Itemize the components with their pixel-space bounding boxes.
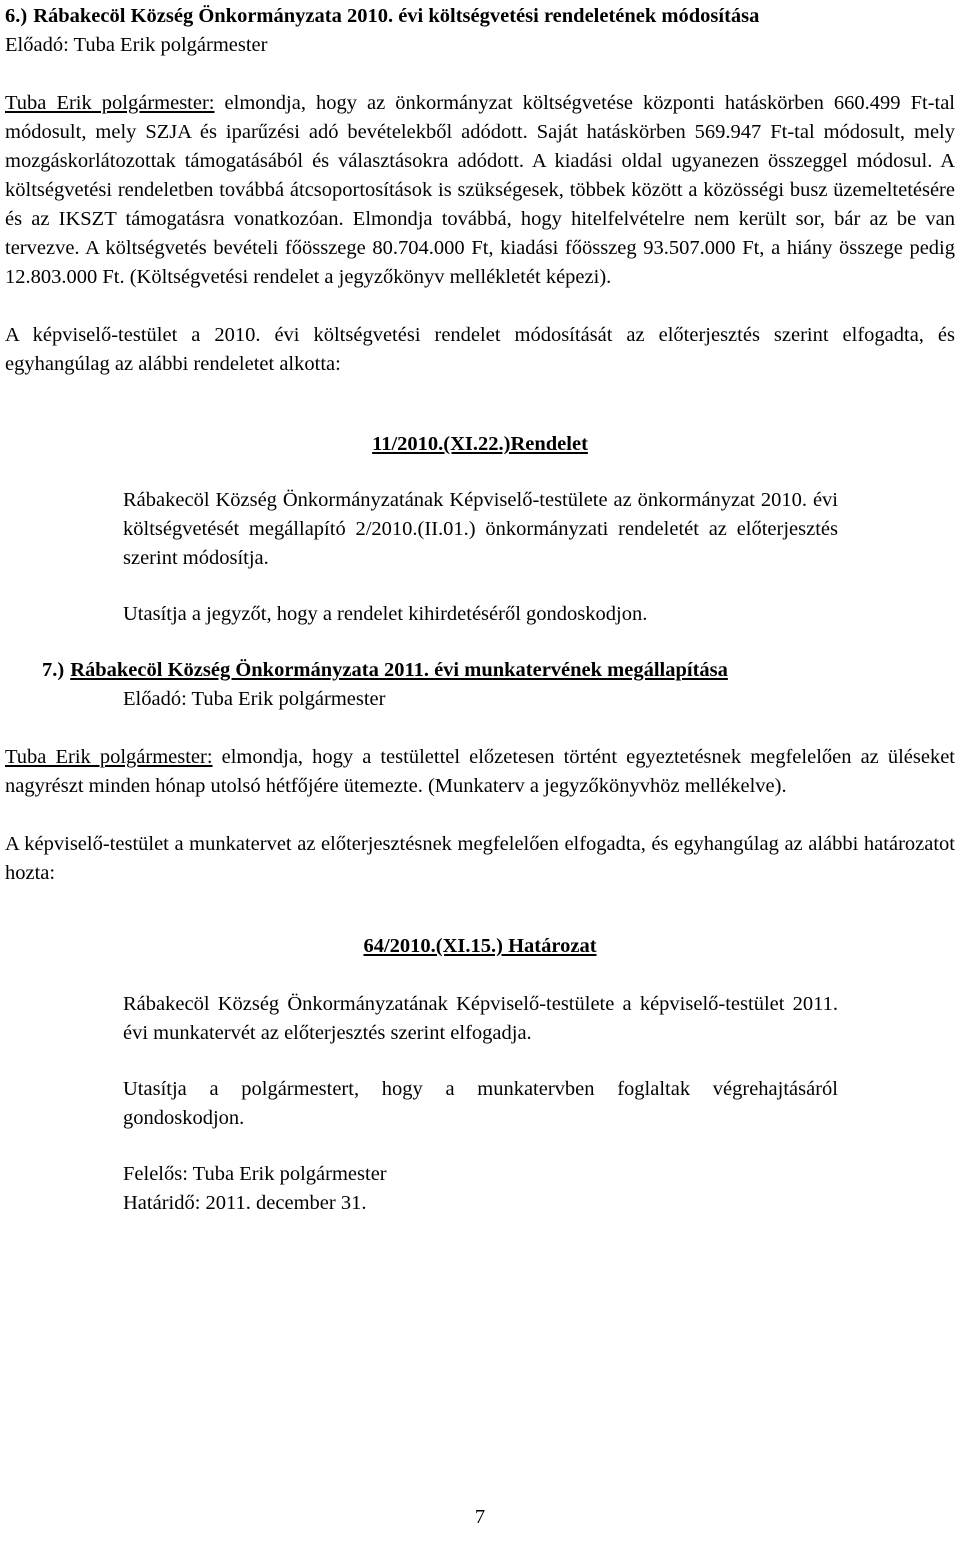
section-7-heading <box>42 656 955 685</box>
section-6-title: Rábakecöl Község Önkormányzata 2010. évi költségvetési rendeletének módosítása <box>33 5 760 27</box>
section-6-body-text: elmondja, hogy az önkormányzat költségvetése központi hatáskörben 660.499 Ft-tal módosult, mely SZJA és iparűzési adó bevételekből adódott. Saját hatáskörben 569.947 Ft-tal módosult, mely mozgáskorlátozottak támogatásából és választásokra adódott. A kiadási oldal ugyanezen összeggel módosul. A költségvetési rendeletben továbbá átcsoportosítások is szükségesek, többek között a közösségi busz üzemeltetésére és az IKSZT támogatásra vonatkozóan. Elmondja továbbá, hogy hitelfelvételre nem került sor, bár az be van tervezve. A költségvetés bevételi főösszege 80.704.000 Ft, kiadási főösszeg 93.507.000 Ft, a hiány összege pedig 12.803.000 Ft. (Költségvetési rendelet a jegyzőkönyv mellékletét képezi). <box>5 92 956 288</box>
section-6-heading <box>5 2 955 31</box>
section-7-speaker: Tuba Erik polgármester: <box>5 746 213 768</box>
document-page <box>5 2 955 1218</box>
section-6-body <box>5 89 955 292</box>
decree-text: Rábakecöl Község Önkormányzatának Képviselő-testülete az önkormányzat 2010. évi költségvetését megállapító 2/2010.(II.01.) önkormányzati rendeletét az előterjesztés szerint módosítja. <box>123 489 838 569</box>
section-6-number: 6.) <box>5 5 28 27</box>
resolution-title: 64/2010.(XI.15.) Határozat <box>363 935 597 957</box>
section-7-number: 7.) <box>42 659 65 681</box>
resolution-text: Rábakecöl Község Önkormányzatának Képviselő-testülete a képviselő-testület 2011. évi munkatervét az előterjesztés szerint elfogadja. <box>123 993 838 1044</box>
decree-instruction: Utasítja a jegyzőt, hogy a rendelet kihirdetéséről gondoskodjon. <box>123 603 648 625</box>
section-6-speaker: Tuba Erik polgármester: <box>5 92 215 114</box>
section-7-body <box>5 743 955 801</box>
resolution-instruction: Utasítja a polgármestert, hogy a munkatervben foglaltak végrehajtásáról gondoskodjon. <box>123 1078 838 1129</box>
section-7-presenter: Előadó: Tuba Erik polgármester <box>123 688 386 710</box>
section-7-title: Rábakecöl Község Önkormányzata 2011. évi munkatervének megállapítása <box>70 659 728 681</box>
page-number: 7 <box>474 1506 486 1528</box>
section-7-body-text: elmondja, hogy a testülettel előzetesen történt egyeztetésnek megfelelően az üléseket nagyrészt minden hónap utolsó hétfőjére ütemezte. (Munkaterv a jegyzőkönyvhöz mellékelve). <box>5 746 956 797</box>
section-7-decision-intro: A képviselő-testület a munkatervet az előterjesztésnek megfelelően elfogadta, és egyhangúlag az alábbi határozatot hozta: <box>5 833 955 884</box>
resolution-deadline: Határidő: 2011. december 31. <box>123 1192 367 1214</box>
decree-title: 11/2010.(XI.22.)Rendelet <box>372 433 588 455</box>
section-6-decision-intro: A képviselő-testület a 2010. évi költségvetési rendelet módosítását az előterjesztés szerint elfogadta, és egyhangúlag az alábbi rendeletet alkotta: <box>5 324 955 375</box>
section-6-presenter: Előadó: Tuba Erik polgármester <box>5 34 268 56</box>
resolution-responsible: Felelős: Tuba Erik polgármester <box>123 1163 387 1185</box>
